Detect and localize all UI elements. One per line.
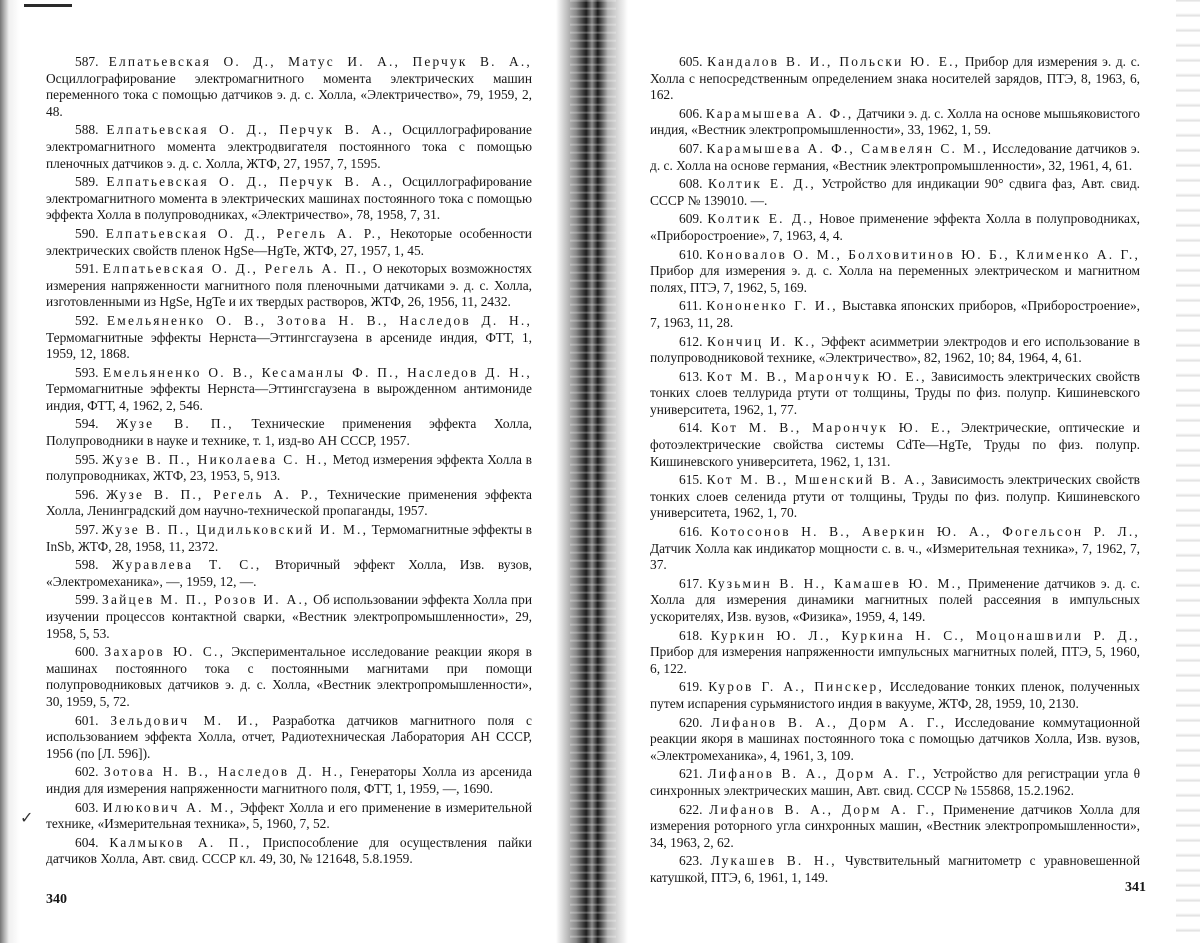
bibliography-entry: [650, 54, 1140, 104]
entry-text: Чувствительный магнитометр с уравновешенной катушкой, ПТЭ, 6, 1961, 1, 149.: [650, 853, 1140, 885]
entry-authors: Коновалов О. М., Болховитинов Ю. Б., Клименко А. Г.,: [706, 246, 1141, 262]
entry-number: 611.: [679, 298, 702, 314]
bibliography-entry: [46, 835, 532, 868]
entry-text: Осциллографирование электромагнитного момента в электрических машинах постоянного тока с помощью эффекта Холла в полупроводниках, «Электричество», 78, 1958, 7, 31.: [46, 174, 532, 223]
entry-number: 600.: [75, 644, 99, 660]
entry-authors: Кот М. В., Марончук Ю. Е.,: [710, 420, 953, 436]
bibliography-entry: [46, 365, 532, 415]
entry-text: Новое применение эффекта Холла в полупроводниках, «Приборостроение», 7, 1963, 4, 4.: [650, 211, 1140, 243]
entry-authors: Зельдович М. И.,: [110, 712, 261, 728]
entry-number: 622.: [679, 801, 703, 817]
entry-number: 587.: [75, 54, 99, 69]
bibliography-entry: [650, 715, 1140, 765]
bibliography-entry: [46, 522, 532, 555]
entry-authors: Журавлева Т. С.,: [111, 557, 262, 573]
entry-text: Эффект асимметрии электродов и его использование в полупроводниковой технике, «Электричество», 82, 1962, 10; 84, 1964, 4, 61.: [650, 333, 1140, 366]
entry-authors: Калмыков А. П.,: [109, 834, 252, 850]
entry-number: 597.: [75, 522, 99, 538]
bibliography-entry: [46, 764, 532, 797]
entry-number: 589.: [75, 174, 99, 190]
entry-text: Прибор для измерения э. д. с. Холла на переменных электрическом и магнитном полях, ПТЭ, 7, 1962, 5, 169.: [650, 263, 1140, 295]
entry-authors: Лифанов В. А., Дорм А. Г.,: [710, 714, 947, 730]
entry-text: Устройство для индикации 90° сдвига фаз, Авт. свид. СССР № 139010. —.: [650, 176, 1140, 208]
entry-authors: Елпатьевская О. Д., Матус И. А., Перчук В. А.,: [108, 54, 532, 69]
right-page-edge: [1176, 0, 1200, 943]
bibliography-entry: [46, 800, 532, 833]
entry-authors: Лукашев В. Н.,: [710, 853, 837, 869]
right-page: [650, 54, 1140, 889]
bibliography-entry: [650, 853, 1140, 886]
bibliography-entry: [650, 679, 1140, 712]
entry-text: Осциллографирование электромагнитного момента электродвигателя постоянного тока с помощью пленочных датчиков э. д. с. Холла, ЖТФ, 27, 1957, 7, 1595.: [46, 122, 532, 171]
bibliography-entry: [46, 557, 532, 590]
entry-number: 601.: [75, 712, 99, 728]
entry-number: 610.: [679, 246, 703, 262]
entry-text: Термомагнитные эффекты Нернста—Эттингсгаузена в вырожденном антимониде индия, ФТТ, 4, 1962, 2, 546.: [46, 381, 532, 413]
entry-authors: Колтик Е. Д.,: [707, 211, 815, 227]
entry-authors: Жузе В. П., Цидильковский И. М.,: [101, 522, 369, 538]
entry-text: О некоторых возможностях измерения напряженности магнитного поля пленочными датчиками э. д. с. Холла, изготовленными из HgSe, HgTe и их твердых растворов, ЖТФ, 26, 1956, 11, 2432.: [46, 261, 532, 310]
entry-number: 615.: [679, 472, 703, 488]
bibliography-entry: [650, 176, 1140, 209]
bibliography-entry: [46, 713, 532, 763]
bibliography-entry: [46, 313, 532, 363]
scan-mark: [24, 4, 72, 7]
bibliography-entry: [650, 766, 1140, 799]
entry-authors: Карамышева А. Ф., Самвелян С. М.,: [706, 140, 989, 156]
entry-number: 620.: [679, 714, 703, 730]
entry-text: Технические применения эффекта Холла, Ленинградский дом научно-технической пропаганды, 1957.: [46, 486, 532, 519]
entry-text: Датчик Холла как индикатор мощности с. в. ч., «Измерительная техника», 7, 1962, 7, 37.: [650, 540, 1140, 573]
entry-text: Выставка японских приборов, «Приборостроение», 7, 1963, 11, 28.: [650, 298, 1140, 330]
entry-text: Генераторы Холла из арсенида индия для измерения напряженности магнитного поля, ФТТ, 1, 1959, —, 1690.: [46, 764, 532, 796]
entry-text: Термомагнитные эффекты Нернста—Эттингсгаузена в арсениде индия, ФТТ, 1, 1959, 12, 1868.: [46, 329, 532, 362]
entry-authors: Илюкович А. М.,: [102, 799, 236, 815]
entry-text: Метод измерения эффекта Холла в полупроводниках, ЖТФ, 23, 1953, 5, 913.: [46, 451, 533, 484]
entry-authors: Елпатьевская О. Д., Регель А. Р.,: [105, 225, 383, 241]
entry-number: 608.: [679, 176, 703, 192]
bibliography-entry: [650, 106, 1140, 139]
entry-text: Зависимость электрических свойств тонких слоев селенида ртути от толщины, Труды по физ. полупр. Кишиневского университета, 1962, 1, 70.: [650, 472, 1140, 521]
entry-number: 605.: [679, 54, 703, 69]
entry-authors: Жузе В. П., Николаева С. Н.,: [102, 451, 329, 467]
entry-number: 613.: [679, 368, 703, 384]
bibliography-entry: [650, 628, 1140, 678]
entry-number: 590.: [75, 225, 99, 241]
entry-number: 592.: [75, 312, 99, 328]
entry-number: 602.: [75, 764, 99, 780]
entry-text: Датчики э. д. с. Холла на основе мышьяковистого индия, «Вестник электропромышленности», 33, 1962, 1, 59.: [650, 105, 1140, 138]
entry-number: 617.: [679, 575, 703, 591]
handwritten-check-icon: ✓: [20, 808, 34, 827]
entry-number: 607.: [679, 140, 703, 156]
bibliography-entry: [650, 369, 1140, 419]
entry-number: 594.: [75, 416, 99, 432]
entry-authors: Зайцев М. П., Розов И. А.,: [102, 592, 310, 608]
entry-authors: Елпатьевская О. Д., Перчук В. А.,: [106, 174, 395, 190]
entry-authors: Куров Г. А., Пинскер,: [708, 679, 884, 695]
entry-authors: Кандалов В. И., Польски Ю. Е.,: [707, 54, 961, 69]
bibliography-entry: [650, 334, 1140, 367]
entry-number: 591.: [75, 261, 99, 277]
entry-text: Термомагнитные эффекты в InSb, ЖТФ, 28, 1958, 11, 2372.: [46, 522, 532, 554]
entry-authors: Емельяненко О. В., Зотова Н. В., Наследов Д. Н.,: [106, 312, 532, 328]
bibliography-entry: [46, 487, 532, 520]
entry-number: 623.: [679, 853, 703, 869]
bibliography-entry: [46, 54, 532, 120]
entry-authors: Карамышева А. Ф.,: [705, 105, 854, 121]
left-page-edge: [0, 0, 20, 943]
bibliography-entry: [650, 211, 1140, 244]
entry-text: Вторичный эффект Холла, Изв. вузов, «Электромеханика», —, 1959, 12, —.: [46, 557, 533, 589]
entry-number: 596.: [75, 486, 99, 502]
entry-number: 616.: [679, 524, 703, 540]
bibliography-entry: [650, 141, 1140, 174]
entry-authors: Кузьмин В. Н., Камашев Ю. М.,: [707, 575, 963, 591]
entry-authors: Захаров Ю. С.,: [104, 644, 226, 660]
entry-number: 614.: [679, 420, 703, 436]
bibliography-entry: [46, 261, 532, 311]
entry-authors: Лифанов В. А., Дорм А. Г.,: [709, 801, 937, 817]
entry-number: 606.: [679, 105, 703, 121]
entry-authors: Кононенко Г. И.,: [706, 298, 838, 314]
bibliography-entry: [46, 644, 532, 710]
entry-text: Прибор для измерения э. д. с. Холла с непосредственным определением знака носителей зарядов, ПТЭ, 8, 1963, 6, 162.: [650, 54, 1140, 103]
bibliography-entry: [650, 576, 1140, 626]
entry-number: 619.: [679, 679, 703, 695]
entry-text: Зависимость электрических свойств тонких слоев теллурида ртути от толщины, Труды по физ. полупр. Кишиневского университета, 1962, 1, 77.: [650, 368, 1140, 417]
bibliography-entry: [650, 802, 1140, 852]
entry-number: 612.: [679, 333, 703, 349]
entry-text: Эффект Холла и его применение в измерительной технике, «Измерительная техника», 5, 1960, 7, 52.: [46, 799, 532, 832]
entry-authors: Жузе В. П., Регель А. Р.,: [106, 486, 320, 502]
entry-text: Устройство для регистрации угла θ синхронных электрических машин, Авт. свид. СССР № 155868, 15.2.1962.: [650, 766, 1140, 798]
entry-number: 595.: [75, 451, 99, 467]
left-page: [46, 54, 532, 870]
entry-text: Приспособление для осуществления пайки датчиков Холла, Авт. свид. СССР кл. 49, 30, № 121648, 5.8.1959.: [46, 834, 532, 867]
entry-text: Осциллографирование электромагнитного момента электрических машин переменного тока с помощью датчиков э. д. с. Холла, «Электричество», 79, 1959, 2, 48.: [46, 70, 532, 119]
entry-authors: Колтик Е. Д.,: [707, 176, 816, 192]
entry-text: Технические применения эффекта Холла, Полупроводники в науке и технике, т. 1, изд-во АН СССР, 1957.: [46, 416, 532, 449]
entry-text: Исследование тонких пленок, полученных путем испарения сурьмянистого индия в вакууме, ЖТФ, 28, 1959, 10, 2130.: [650, 679, 1140, 711]
bibliography-entry: [46, 592, 532, 642]
entry-authors: Зотова Н. В., Наследов Д. Н.,: [104, 764, 345, 780]
gutter-texture: [570, 0, 616, 943]
right-page-number: 341: [1125, 880, 1146, 895]
entry-number: 603.: [75, 799, 99, 815]
entry-text: Разработка датчиков магнитного поля с использованием эффекта Холла, отчет, Радиотехническая Лаборатория АН СССР, 1956 (по [Л. 596]).: [46, 712, 532, 761]
entry-text: Прибор для измерения напряженности импульсных магнитных полей, ПТЭ, 5, 1960, 6, 122.: [650, 644, 1140, 676]
bibliography-entry: [46, 226, 532, 259]
entry-number: 598.: [75, 557, 99, 573]
entry-text: Исследование коммутационной реакции якоря в машинах постоянного тока с помощью датчиков Холла, Изв. вузов, «Электромеханика», 4, 1961, 3, 109.: [650, 714, 1140, 763]
entry-number: 618.: [679, 627, 703, 643]
bibliography-entry: [650, 472, 1140, 522]
entry-number: 604.: [75, 834, 99, 850]
entry-text: Экспериментальное исследование реакции якоря в машинах постоянного тока с постоянными магнитами при помощи полупроводниковых датчиков э. д. с. Холла, «Вестник электропромышленности», 30, 1959, 5, 72.: [46, 644, 532, 709]
entry-authors: Кот М. В., Марончук Ю. Е.,: [706, 368, 927, 384]
bibliography-entry: [46, 416, 532, 449]
entry-authors: Елпатьевская О. Д., Перчук В. А.,: [106, 122, 395, 138]
entry-authors: Емельяненко О. В., Кесаманлы Ф. П., Наследов Д. Н.,: [103, 364, 532, 380]
bibliography-entry: [650, 420, 1140, 470]
entry-text: Исследование датчиков э. д. с. Холла на основе германия, «Вестник электропромышленности», 32, 1961, 4, 61.: [650, 140, 1140, 173]
entry-authors: Кот М. В., Мшенский В. А.,: [706, 472, 927, 488]
entry-text: Применение датчиков э. д. с. Холла для измерения динамики магнитных полей рассеяния в импульсных ускорителях, Изв. вузов, «Физика», 1959, 4, 149.: [650, 575, 1140, 624]
entry-authors: Елпатьевская О. Д., Регель А. П.,: [102, 261, 369, 277]
entry-number: 621.: [679, 766, 703, 782]
bibliography-entry: [650, 524, 1140, 574]
entry-authors: Котосонов Н. В., Аверкин Ю. А., Фогельсон Р. Л.,: [710, 524, 1140, 540]
bibliography-entry: [46, 174, 532, 224]
entry-authors: Жузе В. П.,: [116, 416, 234, 432]
entry-text: Некоторые особенности электрических свойств пленок HgSe—HgTe, ЖТФ, 27, 1957, 1, 45.: [46, 225, 532, 258]
entry-text: Об использовании эффекта Холла при изучении процессов контактной сварки, «Вестник электропромышленности», 29, 1958, 5, 53.: [46, 592, 532, 641]
entry-number: 599.: [75, 592, 99, 608]
entry-number: 593.: [75, 364, 99, 380]
entry-number: 588.: [75, 122, 99, 138]
entry-authors: Кончиц И. К.,: [706, 333, 817, 349]
entry-text: Электрические, оптические и фотоэлектрические свойства системы CdTe—HgTe, Труды по физ. полупр. Кишиневского университета, 1962, 1, 131.: [650, 420, 1140, 469]
bibliography-entry: [650, 247, 1140, 297]
entry-authors: Лифанов В. А., Дорм А. Г.,: [707, 766, 928, 782]
bibliography-entry: [650, 298, 1140, 331]
entry-number: 609.: [679, 211, 703, 227]
left-page-number: 340: [46, 892, 67, 907]
bibliography-entry: [46, 452, 532, 485]
entry-authors: Куркин Ю. Л., Куркина Н. С., Моцонашвили Р. Д.,: [710, 627, 1140, 643]
entry-text: Применение датчиков Холла для измерения роторного угла синхронных машин, «Вестник электропромышленности», 34, 1963, 2, 62.: [650, 801, 1140, 850]
bibliography-entry: [46, 122, 532, 172]
